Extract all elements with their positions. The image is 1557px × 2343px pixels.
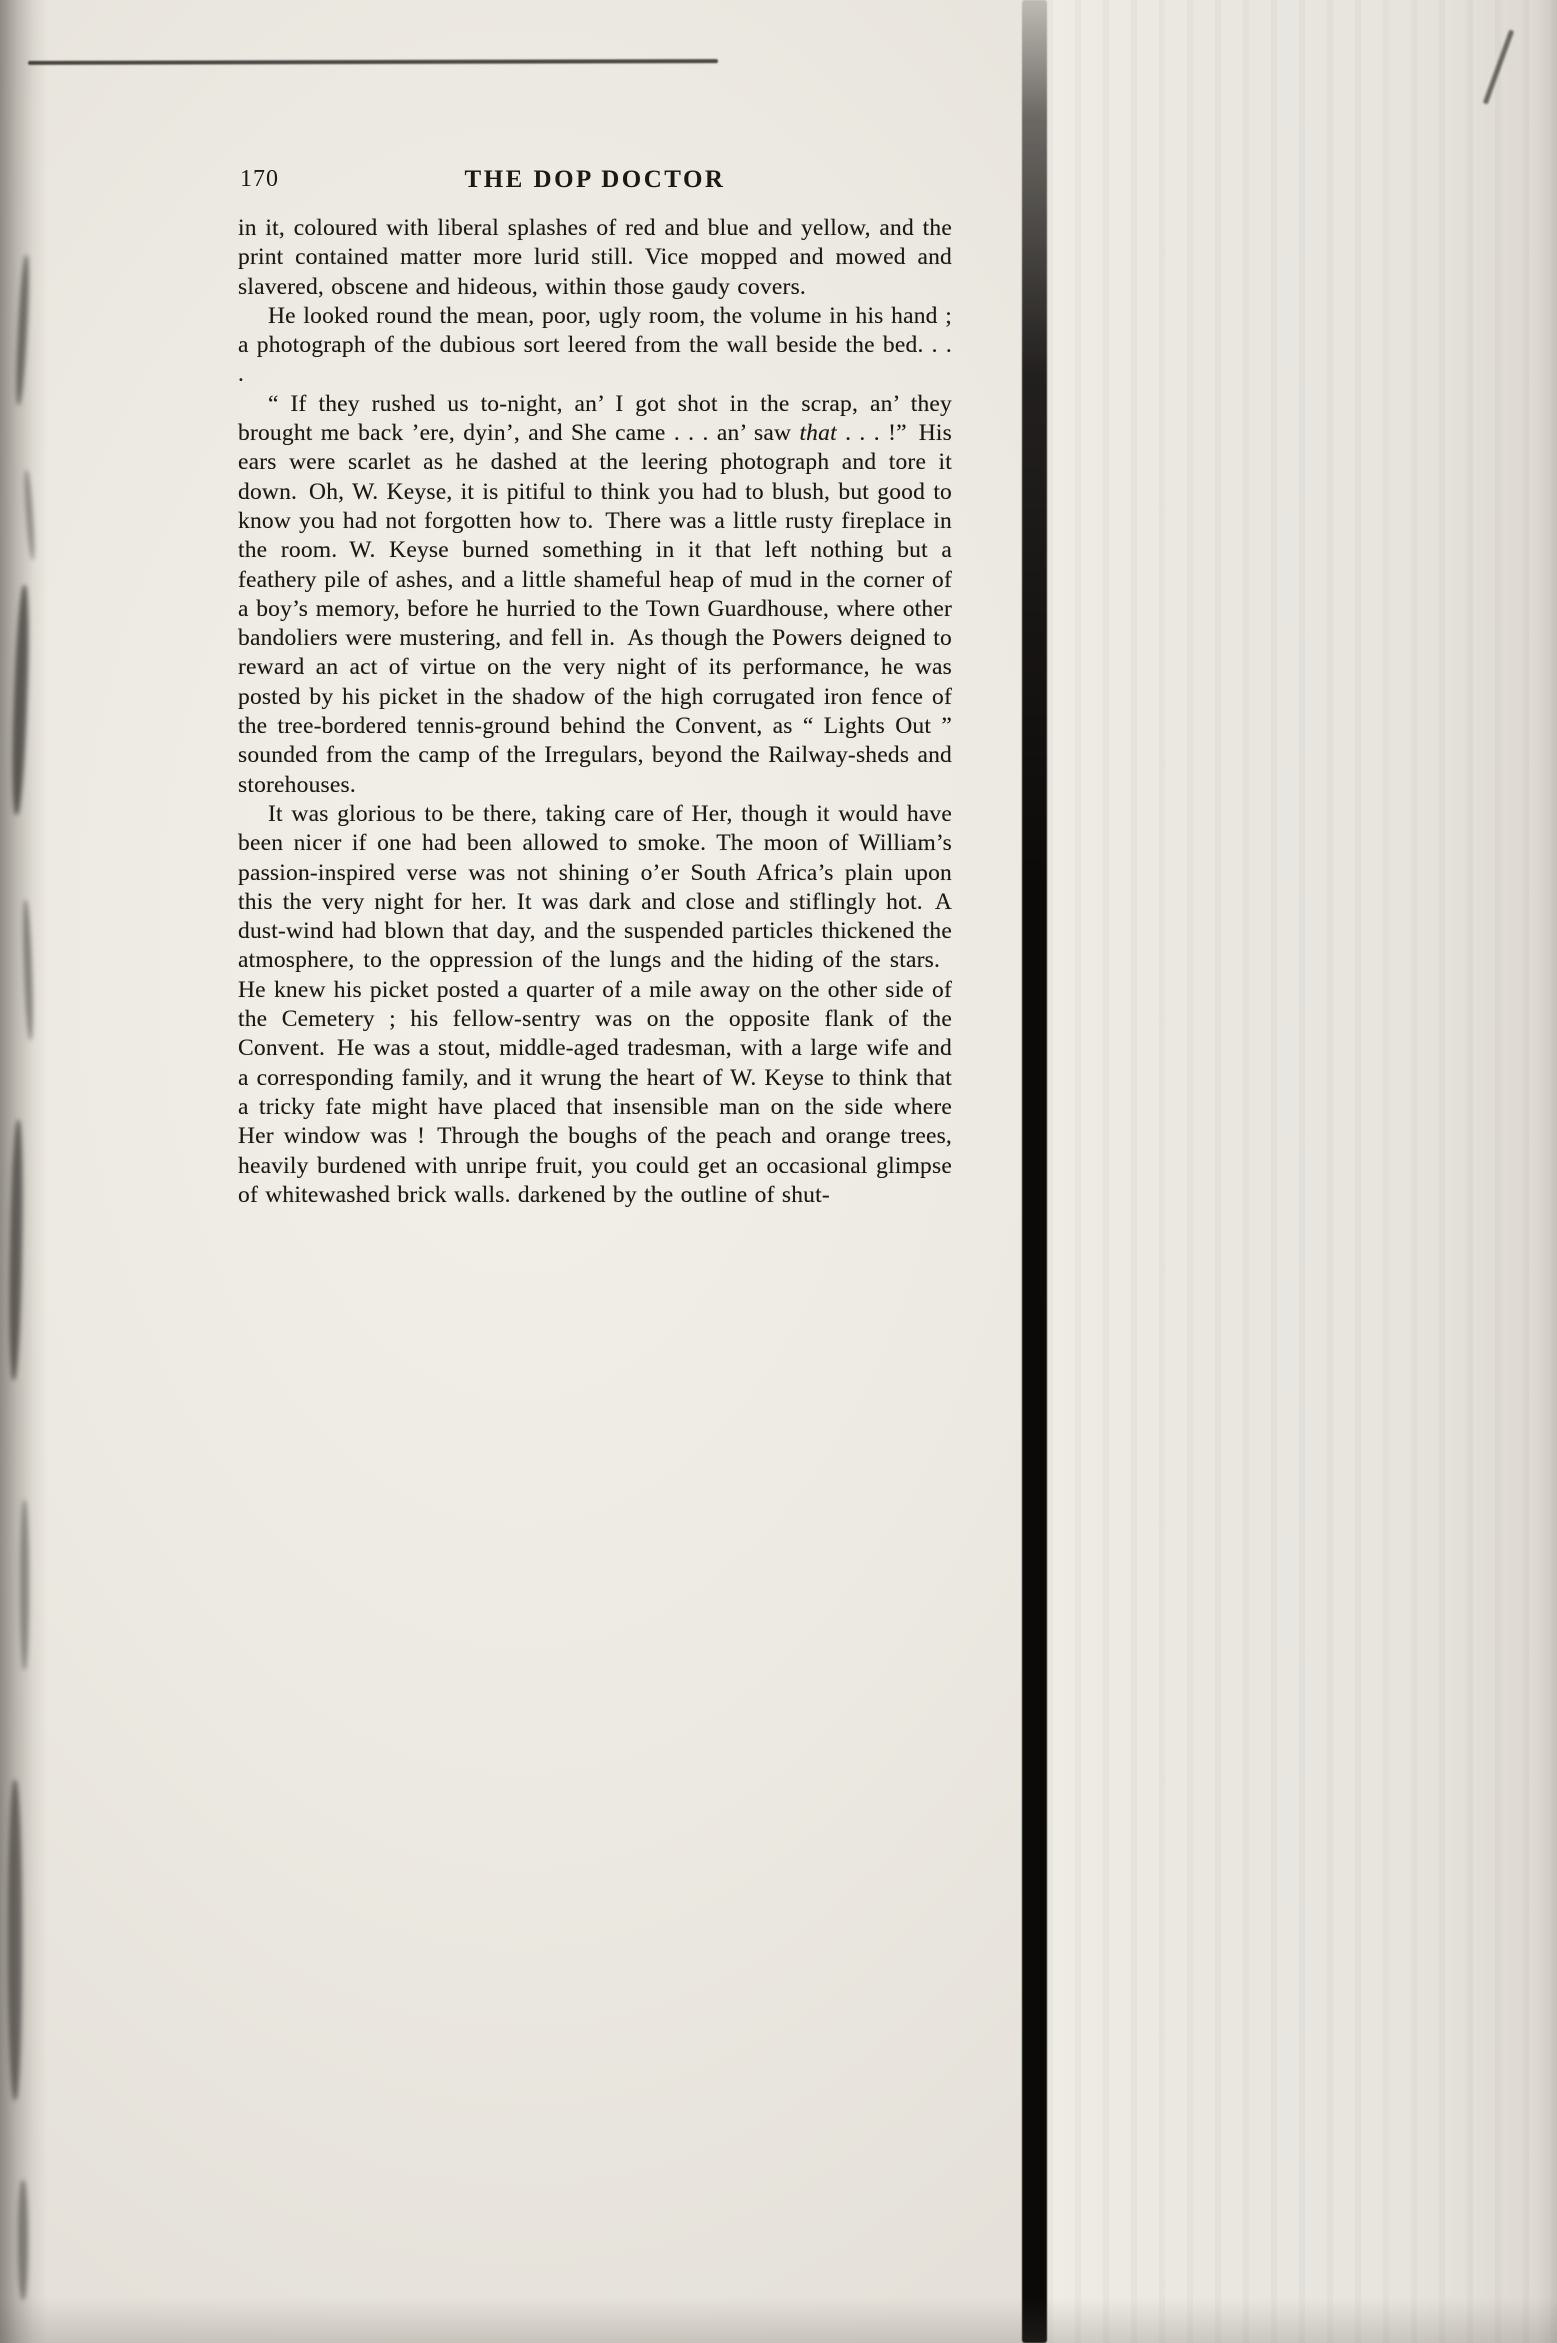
text-block — [238, 214, 952, 1210]
scan-top-line-artifact — [28, 59, 718, 65]
page-content — [238, 166, 952, 1210]
paragraph — [238, 302, 952, 390]
ink-smudge — [20, 1500, 29, 1670]
ink-smudge — [8, 1780, 22, 2100]
scan-bottom-shadow — [0, 2297, 1557, 2343]
paragraph — [238, 800, 952, 1210]
text-run: in it, coloured with liberal splashes of red and blue and yellow, and the print contained matter more lurid still. Vice mopped and mowed and slavered, obscene and hideous, within those gaudy covers. — [238, 215, 952, 300]
text-run: He looked round the mean, poor, ugly room, the volume in his hand ; a photograph of the dubious sort leered from the wall beside the bed. . . . — [238, 302, 952, 388]
paragraph — [238, 390, 952, 800]
text-run: . . . !” His ears were scarlet as he dashed at the leering photograph and tore it down. Oh, W. Keyse, it is pitiful to think you had to blush, but good to know you had not forgotten how to. There was a little rusty fireplace in the room. W. Keyse burned something in it that left nothing but a feathery pile of ashes, and a little shameful heap of mud in the corner of a boy’s memory, before he hurried to the Town Guardhouse, where other bandoliers were mustering, and fell in. As though the Powers deigned to reward an act of virtue on the very night of its performance, he was posted by his picket in the shadow of the high corrugated iron fence of the tree-bordered tennis-ground behind the Convent, as “ Lights Out ” sounded from the camp of the Irregulars, beyond the Railway-sheds and storehouses. — [238, 420, 952, 798]
page-number: 170 — [240, 166, 279, 192]
text-run: It was glorious to be there, taking care of Her, though it would have been nicer if one had been allowed to smoke. The moon of William’s passion-inspired verse was not shining o’er South Africa’s plain upon this the very night for her. It was dark and close and stiflingly hot. A dust-wind had blown that day, and the suspended particles thickened the atmosphere, to the oppression of the lungs and the hiding of the stars. He knew his picket posted a quarter of a mile away on the other side of the Cemetery ; his fellow-sentry was on the opposite flank of the Convent. He was a stout, middle-aged tradesman, with a large wife and a corresponding family, and it wrung the heart of W. Keyse to think that a tricky fate might have placed that insensible man on the side where Her window was ! Through the boughs of the peach and orange trees, heavily burdened with unripe fruit, you could get an occasional glimpse of whitewashed brick walls. darkened by the outline of shut- — [238, 800, 952, 1208]
ink-smudge — [18, 2180, 28, 2300]
paragraph — [238, 214, 952, 302]
italic-text: that — [799, 420, 837, 447]
scan-right-black-strip — [1022, 0, 1047, 2343]
text-run: “ If they rushed us to-night, an’ I got shot in the scrap, an’ they brought me back ’ere, dyin’, and She came . . . an’ saw — [238, 390, 952, 447]
running-header: THE DOP DOCTOR — [464, 166, 726, 193]
page-head — [238, 166, 952, 200]
scan-gutter-area — [1047, 0, 1557, 2343]
